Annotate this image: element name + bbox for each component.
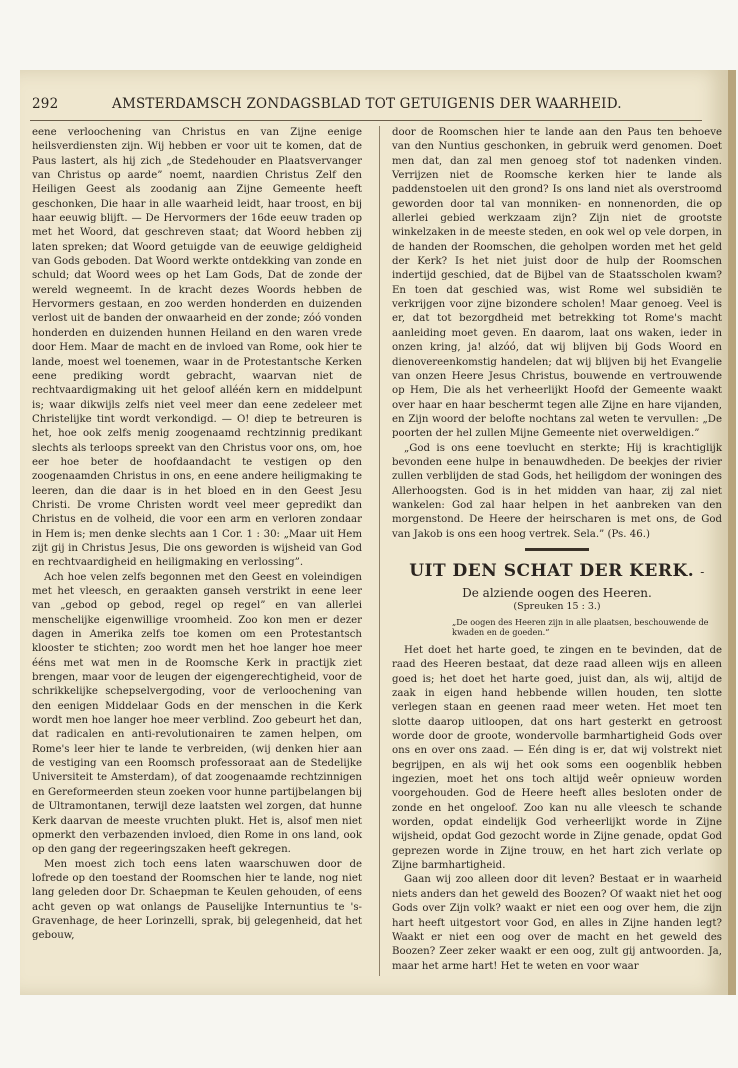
paragraph: „God is ons eene toevlucht en sterkte; Hij is krachtiglijk bevonden eene hulpe in benauwdheden. De beekjes der rivier zullen verblijden de stad Gods, het heiligdom der woningen des Allerhoogsten. God is in het midden van haar, zij zal niet wankelen: God zal haar helpen in het aanbreken van den morgenstond. De Heere der heirscharen is met ons, de God van Jakob is ons een hoog vertrek. Sela.” (Ps. 46.): [392, 442, 722, 540]
section-title-text: UIT DEN SCHAT DER KERK.: [409, 560, 695, 581]
header-rule: [30, 120, 702, 121]
scripture-reference: (Spreuken 15 : 3.): [513, 600, 601, 612]
section-title: [392, 561, 722, 582]
right-column: [392, 126, 722, 974]
section-title-suffix: -: [700, 564, 705, 579]
paragraph: eene verloochening van Christus en van Zijne eenige heilsverdiensten zijn. Wij hebben er voor uit te komen, dat de Paus lastert, als hij zich „de Stedehouder en Plaatsvervanger van Christus op aarde” noemt, naardien Christus Zelf den Heiligen Geest als zoodanig aan Zijne Gemeente heeft geschonken, Die haar in alle waarheid leidt, haar troost, en bij haar eeuwig blijft. — De Hervormers der 16de eeuw traden op met het Woord, dat geschreven staat; dat Woord hebben zij laten spreken; dat Woord getuigde van de eeuwige geldigheid van Gods geboden. Dat Woord werkte ontdekking van zonde en schuld; dat Woord wees op het Lam Gods, Dat de zonde der wereld wegneemt. In de kracht dezes Woords hebben de Hervormers gestaan, en zoo werden honderden en duizenden verlost uit de banden der onwaarheid en der zonde; zóó vonden honderden en duizenden hunnen Heiland en den waren vrede door Hem. Maar de macht en de invloed van Rome, ook hier te lande, moest wel toenemen, waar in de Protestantsche Kerken eene prediking wordt gebracht, waarvan niet de rechtvaardigmaking uit het geloof alléén kern en middelpunt is; waar dikwijls zelfs niet veel meer dan eene zedeleer met Christelijke tint wordt verkondigd. — O! diep te betreuren is het, hoe ook zelfs menig zoogenaamd rechtzinnig predikant slechts als terloops spreekt van den Christus voor ons, om, hoe eer hoe beter de hoofdaandacht te vestigen op den zoogenaamden Christus in ons, en eene andere heiligmaking te leeren, dan die daar is in het bloed en in den Geest Jesu Christi. De vrome Christen wordt veel meer gepredikt dan Christus en de volheid, die voor een arm en verloren zondaar in Hem is; men denke slechts aan 1 Cor. 1 : 30: „Maar uit Hem zijt gij in Christus Jesus, Die ons geworden is wijsheid van God en rechtvaardigheid en heiligmaking en verlossing”.: [32, 127, 362, 569]
paragraph: Het doet het harte goed, te zingen en te bevinden, dat de raad des Heeren bestaat, dat deze raad alleen wijs en alleen goed is; het doet het harte goed, juist dan, als wij, altijd de zaak in eigen hand hebbende willen houden, ten slotte verlegen staan en geenen raad meer weten. Het moet ten slotte daarop uitloopen, dat ons hart gesterkt en getroost worde door de groote, wondervolle barmhartigheid Gods over ons en over ons zaad. — Eén ding is er, dat wij volstrekt niet begrijpen, en als wij het ook soms een oogenblik hebben ingezien, moet het ons toch altijd weêr opnieuw worden voorgehouden. God de Heere heeft alles besloten onder de zonde en het ongeloof. Zoo kan nu alle vleesch te schande worden, opdat eindelijk God verheerlijkt worde in Zijne wijsheid, opdat God gezocht worde in Zijne genade, opdat God geprezen worde in Zijne trouw, en het hart zich verlate op Zijne barmhartigheid.: [392, 644, 722, 872]
paragraph: Gaan wij zoo alleen door dit leven? Bestaat er in waarheid niets anders dan het geweld des Boozen? Of waakt niet het oog Gods over Zijn volk? waakt er niet een oog over hem, die zijn hart heeft uitgestort voor God, en alles in Zijne handen legt? Waakt er niet een oog over de macht en het geweld des Boozen? Zeer zeker waakt er een oog, zult gij antwoorden. Ja, maar het arme hart! Het te weten en voor waar: [392, 874, 722, 972]
motto-quote: „De oogen des Heeren zijn in alle plaatsen, beschouwende de kwaden en de goeden.”: [452, 616, 709, 638]
left-column: [32, 126, 362, 944]
column-divider: [379, 126, 380, 976]
section-separator: [525, 548, 589, 551]
page-number: 292: [32, 96, 59, 112]
paragraph: Ach hoe velen zelfs begonnen met den Geest en voleindigen met het vleesch, en geraakten ganseh verstrikt in eene leer van „gebod op gebod, regel op regel” en van allerlei menschelijke eigenwillige vroomheid. Zoo kon men er dezer dagen in Amerika zelfs toe komen om een Protestantsch klooster te stichten; zoo wordt men het hoe langer hoe meer ééns met wat men in de Roomsche Kerk in practijk ziet brengen, maar voor de leugen der eigengerechtigheid, voor de schrikkelijke schepselvergoding, voor de verloochening van den eenigen Middelaar Gods en der menschen in die Kerk wordt men hoe langer hoe meer verblind. Zoo gebeurt het dan, dat radicalen en anti-revolutionairen te zamen helpen, om Rome's leer hier te lande te verbreiden, (wij denken hier aan de vestiging van een Roomsch professoraat aan de Stedelijke Universiteit te Amsterdam), of dat zoogenaamde rechtzinnigen en Gereformeerden steun zoeken voor hunne partijbelangen bij de Ultramontanen, terwijl deze laatsten wel zorgen, dat hunne Kerk daarvan de meeste vruchten plukt. Het is, alsof men niet opmerkt den verbazenden invloed, dien Rome in ons land, ook op den gang der regeeringszaken heeft gekregen.: [32, 571, 362, 856]
article-title: De alziende oogen des Heeren.: [462, 585, 652, 600]
paragraph: door de Roomschen hier te lande aan den Paus ten behoeve van den Nuntius geschonken, in gebruik werd genomen. Doet men dat, dan zal men genoeg stof tot nadenken vinden. Verrijzen niet de Roomsche kerken hier te lande als paddenstoelen uit den grond? Is ons land niet als overstroomd geworden door tal van monniken- en nonnenorden, die op allerlei gebied werkzaam zijn? Zijn niet de grootste winkelzaken in de meeste steden, en ook wel op vele dorpen, in de handen der Roomschen, die geholpen worden met het geld der Kerk? Is het niet juist door de hulp der Roomschen indertijd geschied, dat de Bijbel van de Staatsscholen kwam? En toen dat geschied was, wist Rome wel subsidiën te verkrijgen voor zijne bizondere scholen! Maar genoeg. Veel is er, dat tot bezorgdheid met betrekking tot Rome's macht aanleiding moet geven. En daarom, laat ons waken, ieder in onzen kring, ja! alzóó, dat wij blijven bij Gods Woord en dienovereenkomstig handelen; dat wij blijven bij het Evangelie van onzen Heere Jesus Christus, bouwende en vertrouwende op Hem, Die als het verheerlijkt Hoofd der Gemeente waakt over haar en haar beschermt tegen alle Zijne en hare vijanden, en Zijn woord der belofte nochtans zal weten te vervullen: „De poorten der hel zullen Mijne Gemeente niet overweldigen.”: [392, 127, 722, 440]
paragraph: Men moest zich toch eens laten waarschuwen door de lofrede op den toestand der Roomschen hier te lande, nog niet lang geleden door Dr. Schaepman te Keulen gehouden, of eens acht geven op wat onlangs de Pauselijke Internuntius te 's-Gravenhage, de heer Lorinzelli, sprak, bij gelegenheid, dat het gebouw,: [32, 858, 362, 942]
publication-title: AMSTERDAMSCH ZONDAGSBLAD TOT GETUIGENIS DER WAARHEID.: [112, 96, 622, 112]
page-header: [32, 96, 652, 118]
